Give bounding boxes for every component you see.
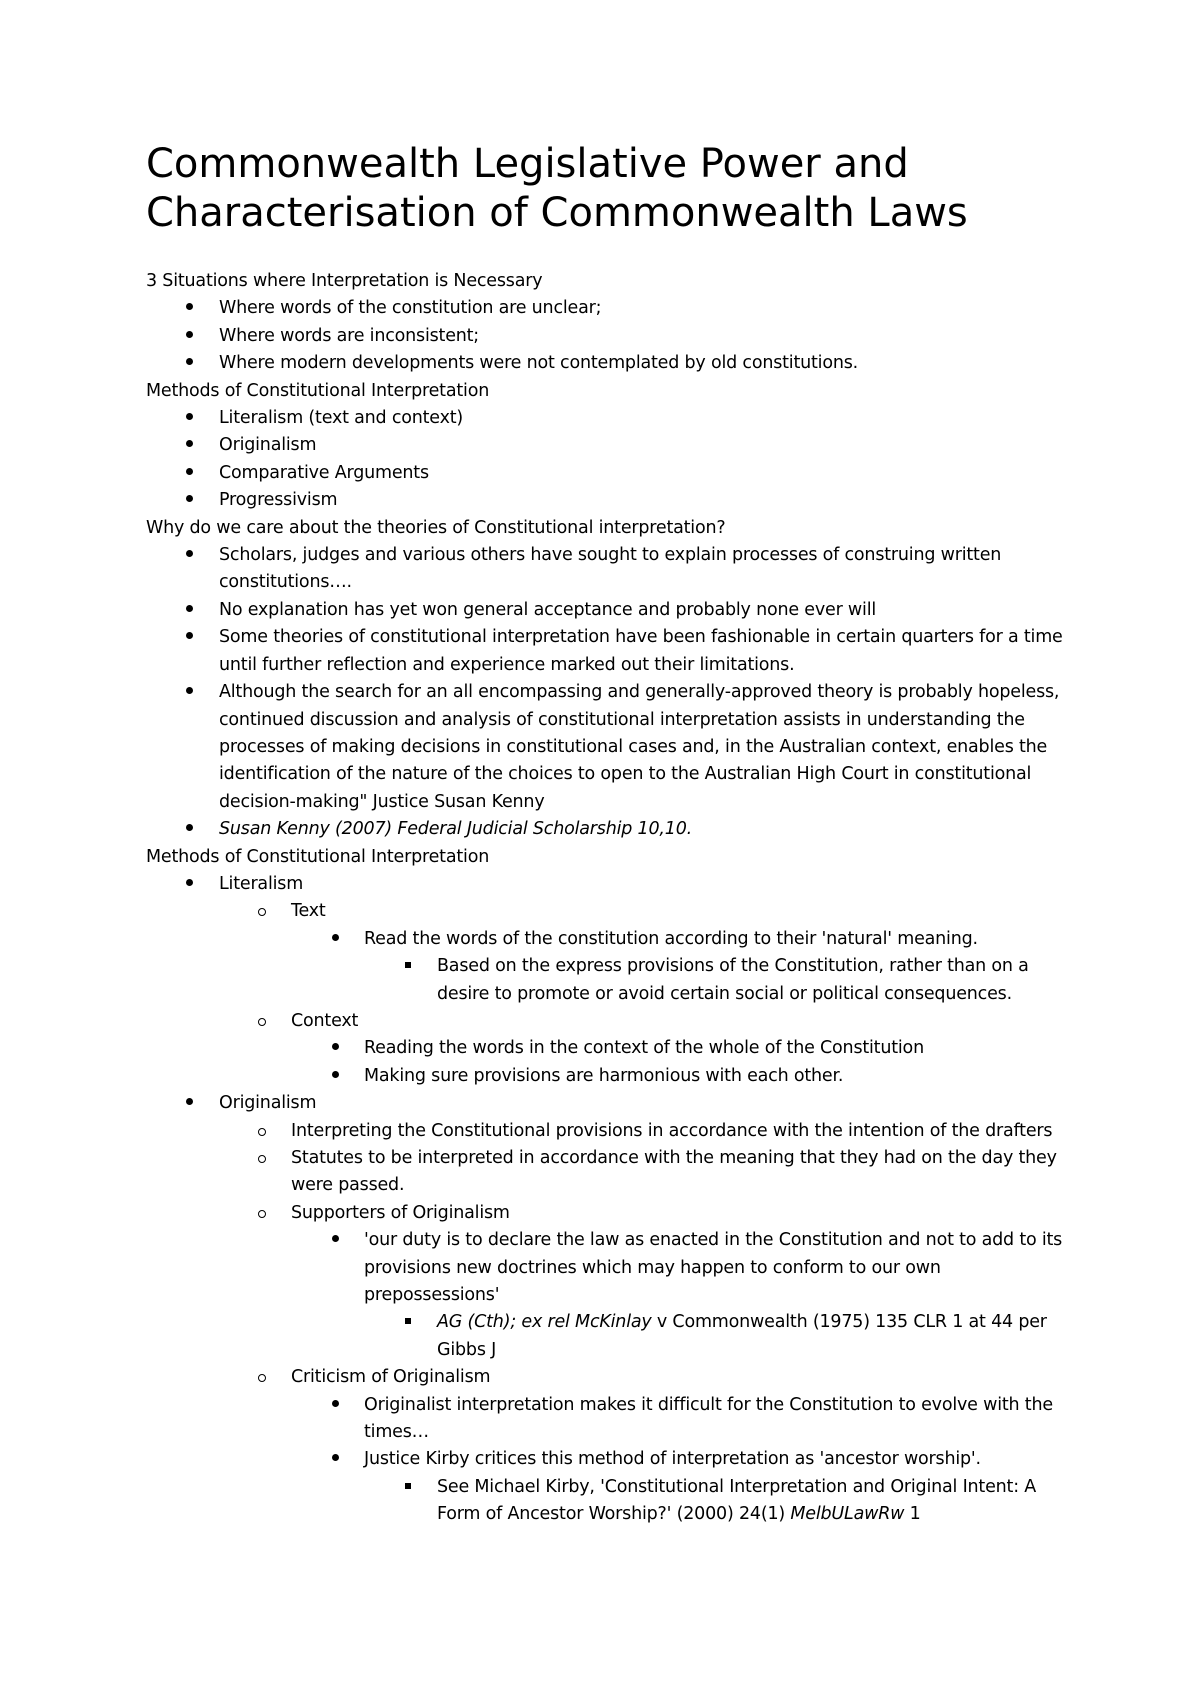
list-item: Where modern developments were not contemplated by old constitutions. — [146, 350, 1076, 377]
citation: Susan Kenny (2007) Federal Judicial Scholarship 10,10. — [219, 819, 692, 840]
bullet-disc-icon — [179, 460, 199, 475]
list-item: Comparative Arguments — [146, 460, 1076, 487]
bullet-disc-icon — [179, 295, 199, 310]
bullet-disc-icon — [179, 597, 199, 612]
bullet-disc-icon — [179, 432, 199, 447]
bullet-disc-icon — [325, 1227, 345, 1242]
document-body — [146, 268, 1076, 1529]
bullet-disc-icon — [179, 542, 199, 557]
bullet-list — [146, 542, 1076, 843]
list-item: Literalism — [146, 871, 1076, 898]
section-heading: 3 Situations where Interpretation is Necessary — [146, 271, 543, 291]
bullet-disc-icon — [325, 1035, 345, 1050]
list-item: Statutes to be interpreted in accordance with the meaning that they had on the day they were passed. — [146, 1145, 1076, 1200]
list-item: Although the search for an all encompassing and generally-approved theory is probably hopeless, continued discussion and analysis of constitutional interpretation assists in understanding the processes of making decisions in constitutional cases and, in the Australian context, enables the identification of the nature of the choices to open to the Australian High Court in constitutional decision-making" Justice Susan Kenny — [146, 679, 1076, 816]
bullet-disc-icon — [325, 926, 345, 941]
bullet-square-icon — [398, 1474, 418, 1489]
title-line-1: Commonwealth Legislative Power and — [146, 141, 909, 187]
bullet-list — [146, 405, 1076, 515]
bullet-circle-icon — [252, 1145, 272, 1163]
list-item: Where words are inconsistent; — [146, 323, 1076, 350]
bullet-circle-icon — [252, 1364, 272, 1382]
section-heading: Methods of Constitutional Interpretation — [146, 380, 490, 401]
document-title — [146, 140, 1146, 238]
journal-name: MelbULawRw — [790, 1504, 905, 1525]
bullet-disc-icon — [179, 624, 199, 639]
bullet-list — [146, 871, 1076, 1529]
bullet-circle-icon — [252, 898, 272, 916]
list-item: Based on the express provisions of the Constitution, rather than on a desire to promote or avoid certain social or political consequences. — [146, 953, 1076, 1008]
bullet-circle-icon — [252, 1200, 272, 1218]
bullet-disc-icon — [179, 323, 199, 338]
list-item: Originalist interpretation makes it difficult for the Constitution to evolve with the times… — [146, 1392, 1076, 1447]
bullet-disc-icon — [325, 1392, 345, 1407]
bullet-circle-icon — [252, 1008, 272, 1026]
bullet-circle-icon — [252, 1118, 272, 1136]
bullet-square-icon — [398, 953, 418, 968]
list-item: 'our duty is to declare the law as enacted in the Constitution and not to add to its provisions new doctrines which may happen to conform to our own prepossessions' — [146, 1227, 1076, 1309]
list-item: Criticism of Originalism — [146, 1364, 1076, 1391]
list-item: Scholars, judges and various others have sought to explain processes of construing written constitutions…. — [146, 542, 1076, 597]
list-item: Text — [146, 898, 1076, 925]
section-heading: Methods of Constitutional Interpretation — [146, 846, 490, 867]
bullet-square-icon — [398, 1309, 418, 1324]
title-line-2: Characterisation of Commonwealth Laws — [146, 190, 968, 236]
list-item: Some theories of constitutional interpretation have been fashionable in certain quarters for a time until further reflection and experience marked out their limitations. — [146, 624, 1076, 679]
list-item: No explanation has yet won general acceptance and probably none ever will — [146, 597, 1076, 624]
bullet-disc-icon — [179, 405, 199, 420]
list-item — [146, 816, 1076, 843]
list-item: AG (Cth); ex rel McKinlay v Commonwealth (1975) 135 CLR 1 at 44 per Gibbs J — [146, 1309, 1076, 1364]
bullet-disc-icon — [179, 871, 199, 886]
bullet-disc-icon — [179, 679, 199, 694]
list-item: Originalism — [146, 432, 1076, 459]
list-item: Where words of the constitution are unclear; — [146, 295, 1076, 322]
case-name: AG (Cth); ex rel McKinlay — [437, 1312, 652, 1333]
bullet-disc-icon — [179, 487, 199, 502]
list-item: Supporters of Originalism — [146, 1200, 1076, 1227]
list-item: Read the words of the constitution according to their 'natural' meaning. — [146, 926, 1076, 953]
list-item: Making sure provisions are harmonious with each other. — [146, 1063, 1076, 1090]
bullet-disc-icon — [325, 1446, 345, 1461]
list-item: Interpreting the Constitutional provisions in accordance with the intention of the drafters — [146, 1118, 1076, 1145]
section-heading: Why do we care about the theories of Constitutional interpretation? — [146, 517, 726, 538]
bullet-list — [146, 295, 1076, 377]
bullet-disc-icon — [179, 1090, 199, 1105]
list-item: Progressivism — [146, 487, 1076, 514]
bullet-disc-icon — [179, 816, 199, 831]
list-item: Context — [146, 1008, 1076, 1035]
list-item: Justice Kirby critices this method of interpretation as 'ancestor worship'. — [146, 1446, 1076, 1473]
bullet-disc-icon — [179, 350, 199, 365]
list-item: Literalism (text and context) — [146, 405, 1076, 432]
list-item: Reading the words in the context of the whole of the Constitution — [146, 1035, 1076, 1062]
list-item: Originalism — [146, 1090, 1076, 1117]
bullet-disc-icon — [325, 1063, 345, 1078]
list-item: See Michael Kirby, 'Constitutional Interpretation and Original Intent: A Form of Ancestor Worship?' (2000) 24(1) MelbULawRw 1 — [146, 1474, 1076, 1529]
